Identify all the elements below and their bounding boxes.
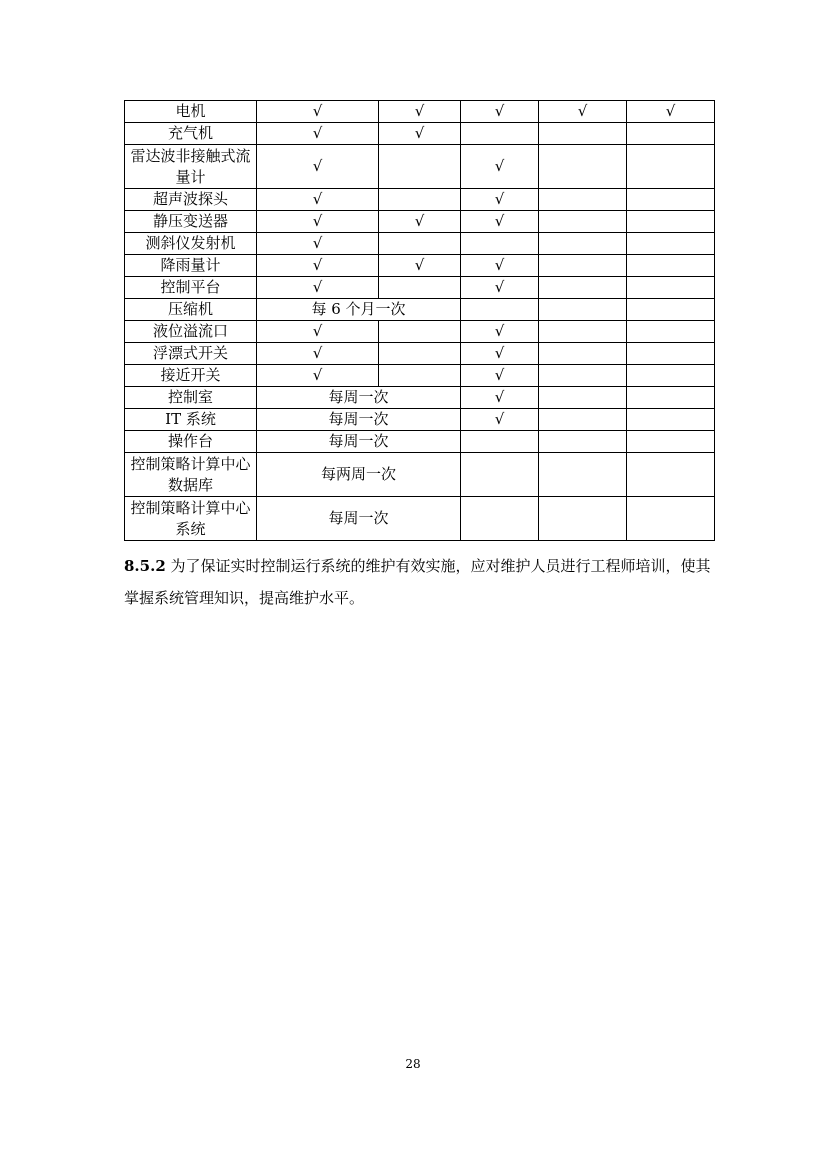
table-row xyxy=(125,145,715,189)
check-cell: √ xyxy=(257,123,379,145)
check-cell xyxy=(539,277,627,299)
frequency-cell: 每两周一次 xyxy=(257,453,461,497)
check-cell xyxy=(627,211,715,233)
equipment-name-cell: 控制平台 xyxy=(125,277,257,299)
table-row xyxy=(125,233,715,255)
table-row xyxy=(125,277,715,299)
table-row xyxy=(125,255,715,277)
check-cell xyxy=(379,277,461,299)
equipment-name-cell: 液位溢流口 xyxy=(125,321,257,343)
check-cell xyxy=(627,233,715,255)
frequency-cell: 每周一次 xyxy=(257,409,461,431)
check-cell xyxy=(379,343,461,365)
check-cell: √ xyxy=(461,145,539,189)
check-cell xyxy=(461,233,539,255)
check-cell xyxy=(539,365,627,387)
table-row xyxy=(125,343,715,365)
check-cell xyxy=(539,145,627,189)
check-cell xyxy=(379,189,461,211)
check-cell xyxy=(539,189,627,211)
check-cell: √ xyxy=(539,101,627,123)
check-cell: √ xyxy=(461,211,539,233)
check-cell xyxy=(461,123,539,145)
check-cell xyxy=(539,497,627,541)
frequency-cell: 每周一次 xyxy=(257,387,461,409)
equipment-name-cell: 测斜仪发射机 xyxy=(125,233,257,255)
check-cell: √ xyxy=(257,321,379,343)
check-cell: √ xyxy=(379,211,461,233)
check-cell xyxy=(461,453,539,497)
check-cell: √ xyxy=(257,343,379,365)
check-cell: √ xyxy=(257,365,379,387)
equipment-name-cell: 静压变送器 xyxy=(125,211,257,233)
page-number: 28 xyxy=(405,1057,421,1071)
check-cell xyxy=(539,123,627,145)
equipment-name-cell: 超声波探头 xyxy=(125,189,257,211)
check-cell xyxy=(379,365,461,387)
equipment-name-cell: 控制策略计算中心数据库 xyxy=(125,453,257,497)
check-cell xyxy=(379,321,461,343)
check-cell: √ xyxy=(461,343,539,365)
table-row xyxy=(125,299,715,321)
check-cell: √ xyxy=(257,101,379,123)
check-cell xyxy=(627,387,715,409)
check-cell xyxy=(461,497,539,541)
table-row xyxy=(125,365,715,387)
table-row xyxy=(125,321,715,343)
check-cell xyxy=(539,321,627,343)
check-cell xyxy=(539,431,627,453)
check-cell xyxy=(539,299,627,321)
check-cell: √ xyxy=(379,255,461,277)
check-cell xyxy=(627,453,715,497)
section-paragraph xyxy=(124,550,716,614)
check-cell: √ xyxy=(461,409,539,431)
check-cell xyxy=(627,189,715,211)
table-row xyxy=(125,497,715,541)
check-cell xyxy=(627,145,715,189)
table-row xyxy=(125,101,715,123)
equipment-name-cell: 充气机 xyxy=(125,123,257,145)
equipment-name-cell: 降雨量计 xyxy=(125,255,257,277)
check-cell xyxy=(627,365,715,387)
check-cell: √ xyxy=(257,277,379,299)
equipment-name-cell: 接近开关 xyxy=(125,365,257,387)
check-cell xyxy=(539,409,627,431)
equipment-name-cell: 控制室 xyxy=(125,387,257,409)
equipment-name-cell: 雷达波非接触式流量计 xyxy=(125,145,257,189)
table-row xyxy=(125,409,715,431)
check-cell xyxy=(627,343,715,365)
equipment-name-cell: IT 系统 xyxy=(125,409,257,431)
check-cell: √ xyxy=(257,255,379,277)
maintenance-table-body xyxy=(125,101,715,541)
table-row xyxy=(125,189,715,211)
table-row xyxy=(125,453,715,497)
check-cell xyxy=(627,431,715,453)
check-cell: √ xyxy=(461,387,539,409)
check-cell xyxy=(379,233,461,255)
check-cell: √ xyxy=(461,277,539,299)
check-cell: √ xyxy=(379,123,461,145)
check-cell: √ xyxy=(461,101,539,123)
paragraph-text: 为了保证实时控制运行系统的维护有效实施，应对维护人员进行工程师培训，使其掌握系统管理知识，提高维护水平。 xyxy=(124,557,711,607)
frequency-cell: 每周一次 xyxy=(257,497,461,541)
table-row xyxy=(125,431,715,453)
check-cell: √ xyxy=(257,145,379,189)
check-cell xyxy=(627,255,715,277)
frequency-cell: 每周一次 xyxy=(257,431,461,453)
check-cell: √ xyxy=(379,101,461,123)
equipment-name-cell: 浮漂式开关 xyxy=(125,343,257,365)
check-cell xyxy=(627,277,715,299)
section-number: 8.5.2 xyxy=(124,557,166,575)
check-cell: √ xyxy=(257,189,379,211)
check-cell xyxy=(539,255,627,277)
equipment-name-cell: 操作台 xyxy=(125,431,257,453)
check-cell xyxy=(539,453,627,497)
equipment-name-cell: 压缩机 xyxy=(125,299,257,321)
check-cell xyxy=(539,211,627,233)
table-row xyxy=(125,211,715,233)
check-cell xyxy=(461,431,539,453)
check-cell: √ xyxy=(461,365,539,387)
table-row xyxy=(125,123,715,145)
check-cell: √ xyxy=(257,233,379,255)
maintenance-table xyxy=(124,100,715,541)
frequency-cell: 每 6 个月一次 xyxy=(257,299,461,321)
check-cell: √ xyxy=(461,321,539,343)
check-cell xyxy=(627,299,715,321)
check-cell xyxy=(539,387,627,409)
check-cell: √ xyxy=(627,101,715,123)
check-cell xyxy=(627,497,715,541)
check-cell: √ xyxy=(461,255,539,277)
check-cell xyxy=(627,409,715,431)
table-row xyxy=(125,387,715,409)
check-cell xyxy=(379,145,461,189)
check-cell: √ xyxy=(461,189,539,211)
check-cell xyxy=(461,299,539,321)
check-cell: √ xyxy=(257,211,379,233)
equipment-name-cell: 电机 xyxy=(125,101,257,123)
equipment-name-cell: 控制策略计算中心系统 xyxy=(125,497,257,541)
check-cell xyxy=(539,343,627,365)
check-cell xyxy=(627,321,715,343)
check-cell xyxy=(539,233,627,255)
check-cell xyxy=(627,123,715,145)
